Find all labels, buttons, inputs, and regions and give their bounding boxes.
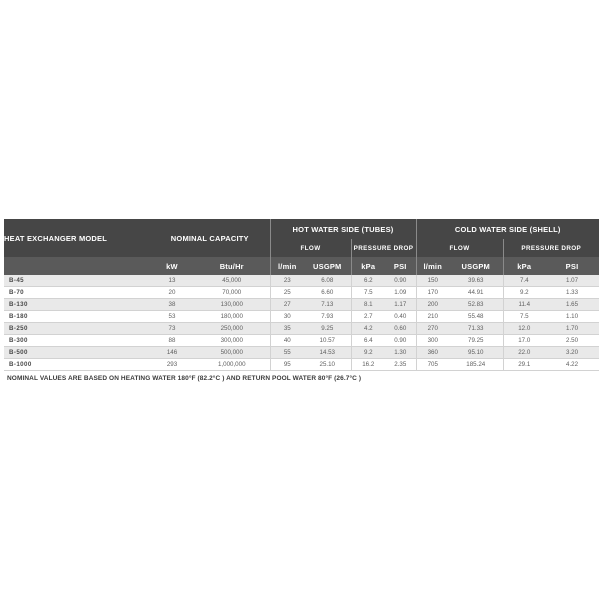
cell-cold-psi: 2.50 bbox=[545, 335, 599, 347]
cell-btu-hr: 70,000 bbox=[194, 287, 270, 299]
cell-cold-usgpm: 55.48 bbox=[449, 311, 503, 323]
cell-hot-psi: 0.90 bbox=[385, 335, 416, 347]
cell-hot-usgpm: 25.10 bbox=[304, 359, 351, 371]
cell-model: B-250 bbox=[4, 323, 150, 335]
cell-hot-lmin: 95 bbox=[270, 359, 304, 371]
cell-hot-lmin: 40 bbox=[270, 335, 304, 347]
unit-hot-usgpm: USGPM bbox=[304, 257, 351, 275]
unit-blank bbox=[4, 257, 150, 275]
cell-hot-kpa: 9.2 bbox=[351, 347, 385, 359]
cell-hot-lmin: 35 bbox=[270, 323, 304, 335]
cell-btu-hr: 45,000 bbox=[194, 275, 270, 287]
cell-hot-usgpm: 14.53 bbox=[304, 347, 351, 359]
cell-hot-kpa: 7.5 bbox=[351, 287, 385, 299]
cell-model: B-500 bbox=[4, 347, 150, 359]
cell-kw: 38 bbox=[150, 299, 194, 311]
cell-model: B-300 bbox=[4, 335, 150, 347]
cell-cold-lmin: 300 bbox=[416, 335, 449, 347]
unit-cold-usgpm: USGPM bbox=[449, 257, 503, 275]
footnote: NOMINAL VALUES ARE BASED ON HEATING WATER 180°F (82.2°C ) AND RETURN POOL WATER 80°F (26.7°C ) bbox=[7, 375, 362, 382]
cell-cold-psi: 1.10 bbox=[545, 311, 599, 323]
nominal-capacity-header: NOMINAL CAPACITY bbox=[150, 219, 270, 257]
cell-cold-lmin: 705 bbox=[416, 359, 449, 371]
cell-hot-kpa: 4.2 bbox=[351, 323, 385, 335]
cell-hot-usgpm: 7.13 bbox=[304, 299, 351, 311]
cell-model: B-1000 bbox=[4, 359, 150, 371]
cell-cold-lmin: 210 bbox=[416, 311, 449, 323]
unit-cold-psi: PSI bbox=[545, 257, 599, 275]
cell-cold-kpa: 22.0 bbox=[503, 347, 545, 359]
cell-cold-usgpm: 44.91 bbox=[449, 287, 503, 299]
cell-cold-lmin: 150 bbox=[416, 275, 449, 287]
hot-pressure-drop-header: PRESSURE DROP bbox=[351, 239, 416, 257]
cell-cold-psi: 1.65 bbox=[545, 299, 599, 311]
table-row bbox=[4, 299, 599, 311]
cell-model: B-180 bbox=[4, 311, 150, 323]
cell-cold-kpa: 12.0 bbox=[503, 323, 545, 335]
table-row bbox=[4, 347, 599, 359]
cell-kw: 146 bbox=[150, 347, 194, 359]
cell-btu-hr: 130,000 bbox=[194, 299, 270, 311]
unit-cold-kpa: kPa bbox=[503, 257, 545, 275]
cell-cold-psi: 4.22 bbox=[545, 359, 599, 371]
cold-water-side-header: COLD WATER SIDE (SHELL) bbox=[416, 219, 599, 239]
cell-cold-psi: 1.70 bbox=[545, 323, 599, 335]
cell-cold-usgpm: 95.10 bbox=[449, 347, 503, 359]
cell-hot-lmin: 23 bbox=[270, 275, 304, 287]
table-row bbox=[4, 311, 599, 323]
cell-cold-kpa: 29.1 bbox=[503, 359, 545, 371]
unit-cold-lmin: l/min bbox=[416, 257, 449, 275]
cell-model: B-45 bbox=[4, 275, 150, 287]
cell-hot-lmin: 25 bbox=[270, 287, 304, 299]
cell-kw: 20 bbox=[150, 287, 194, 299]
cell-hot-lmin: 55 bbox=[270, 347, 304, 359]
table-row bbox=[4, 287, 599, 299]
cell-hot-psi: 1.09 bbox=[385, 287, 416, 299]
unit-kw: kW bbox=[150, 257, 194, 275]
cell-model: B-70 bbox=[4, 287, 150, 299]
cell-hot-psi: 2.35 bbox=[385, 359, 416, 371]
hot-flow-header: FLOW bbox=[270, 239, 351, 257]
cell-hot-usgpm: 6.08 bbox=[304, 275, 351, 287]
hot-water-side-header: HOT WATER SIDE (TUBES) bbox=[270, 219, 416, 239]
table-row bbox=[4, 323, 599, 335]
cell-cold-psi: 1.33 bbox=[545, 287, 599, 299]
cell-hot-psi: 0.40 bbox=[385, 311, 416, 323]
cell-hot-usgpm: 9.25 bbox=[304, 323, 351, 335]
cell-cold-usgpm: 79.25 bbox=[449, 335, 503, 347]
cell-hot-kpa: 16.2 bbox=[351, 359, 385, 371]
spec-table-container bbox=[4, 219, 599, 371]
cell-kw: 13 bbox=[150, 275, 194, 287]
cell-hot-lmin: 30 bbox=[270, 311, 304, 323]
cell-hot-psi: 0.60 bbox=[385, 323, 416, 335]
cell-hot-psi: 1.30 bbox=[385, 347, 416, 359]
unit-hot-kpa: kPa bbox=[351, 257, 385, 275]
cell-hot-usgpm: 7.93 bbox=[304, 311, 351, 323]
cell-hot-kpa: 6.4 bbox=[351, 335, 385, 347]
unit-btu-hr: Btu/Hr bbox=[194, 257, 270, 275]
cell-kw: 53 bbox=[150, 311, 194, 323]
cell-kw: 293 bbox=[150, 359, 194, 371]
cell-btu-hr: 180,000 bbox=[194, 311, 270, 323]
cell-hot-usgpm: 6.60 bbox=[304, 287, 351, 299]
table-row bbox=[4, 335, 599, 347]
cell-cold-lmin: 200 bbox=[416, 299, 449, 311]
cell-cold-kpa: 11.4 bbox=[503, 299, 545, 311]
table-row bbox=[4, 359, 599, 371]
model-column-header: HEAT EXCHANGER MODEL bbox=[4, 219, 150, 257]
cell-cold-usgpm: 71.33 bbox=[449, 323, 503, 335]
cold-pressure-drop-header: PRESSURE DROP bbox=[503, 239, 599, 257]
unit-hot-lmin: l/min bbox=[270, 257, 304, 275]
cell-cold-kpa: 7.5 bbox=[503, 311, 545, 323]
cell-cold-usgpm: 39.63 bbox=[449, 275, 503, 287]
cell-cold-psi: 3.20 bbox=[545, 347, 599, 359]
cell-kw: 88 bbox=[150, 335, 194, 347]
cell-hot-kpa: 8.1 bbox=[351, 299, 385, 311]
cell-btu-hr: 300,000 bbox=[194, 335, 270, 347]
table-body bbox=[4, 275, 599, 371]
cell-cold-kpa: 17.0 bbox=[503, 335, 545, 347]
heat-exchanger-spec-table bbox=[4, 219, 599, 371]
cell-cold-usgpm: 52.83 bbox=[449, 299, 503, 311]
table-header bbox=[4, 219, 599, 275]
cell-hot-psi: 0.90 bbox=[385, 275, 416, 287]
cold-flow-header: FLOW bbox=[416, 239, 503, 257]
cell-cold-lmin: 170 bbox=[416, 287, 449, 299]
cell-model: B-130 bbox=[4, 299, 150, 311]
cell-cold-lmin: 360 bbox=[416, 347, 449, 359]
cell-hot-usgpm: 10.57 bbox=[304, 335, 351, 347]
table-row bbox=[4, 275, 599, 287]
cell-kw: 73 bbox=[150, 323, 194, 335]
cell-cold-kpa: 9.2 bbox=[503, 287, 545, 299]
cell-btu-hr: 1,000,000 bbox=[194, 359, 270, 371]
cell-hot-kpa: 2.7 bbox=[351, 311, 385, 323]
cell-cold-psi: 1.07 bbox=[545, 275, 599, 287]
cell-btu-hr: 250,000 bbox=[194, 323, 270, 335]
cell-btu-hr: 500,000 bbox=[194, 347, 270, 359]
cell-hot-psi: 1.17 bbox=[385, 299, 416, 311]
cell-hot-kpa: 6.2 bbox=[351, 275, 385, 287]
cell-cold-usgpm: 185.24 bbox=[449, 359, 503, 371]
cell-cold-kpa: 7.4 bbox=[503, 275, 545, 287]
cell-hot-lmin: 27 bbox=[270, 299, 304, 311]
units-row bbox=[4, 257, 599, 275]
unit-hot-psi: PSI bbox=[385, 257, 416, 275]
cell-cold-lmin: 270 bbox=[416, 323, 449, 335]
